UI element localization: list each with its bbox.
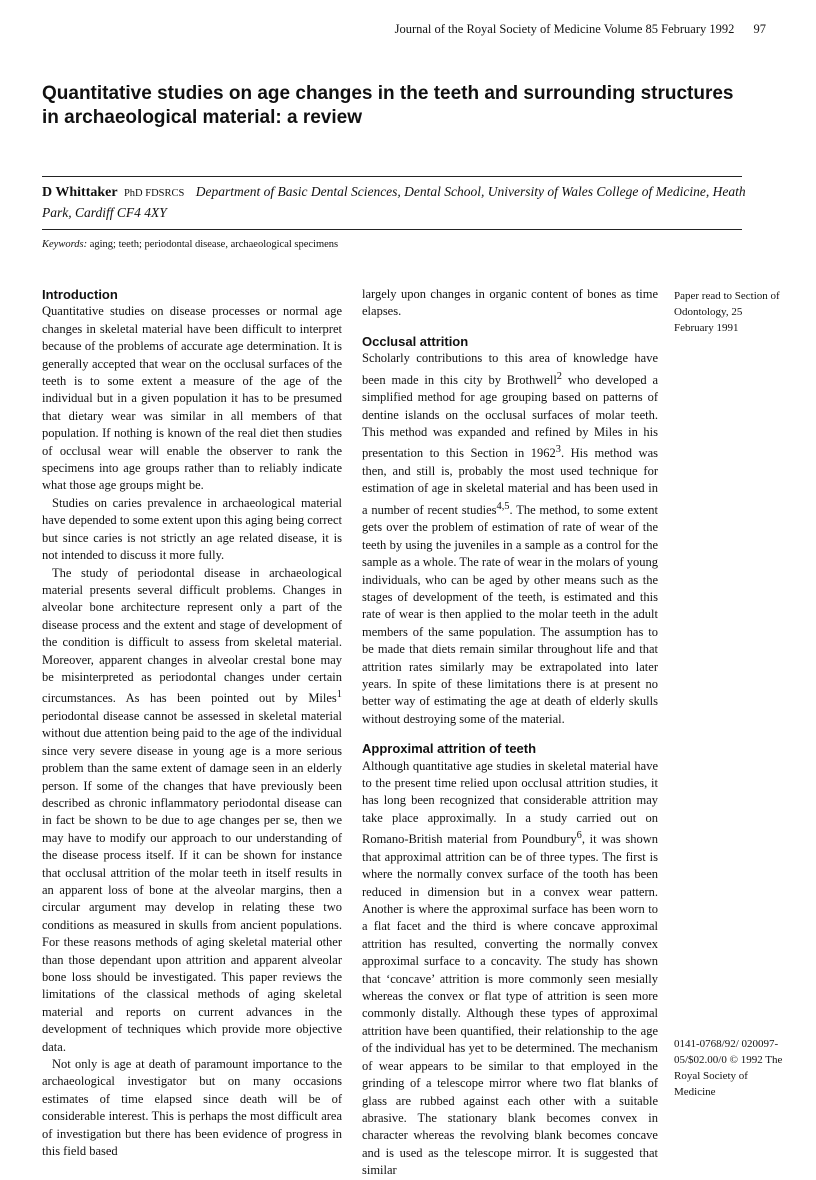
author-block <box>42 182 762 222</box>
journal-date: February 1992 <box>661 22 735 36</box>
page-number: 97 <box>753 22 766 36</box>
reference-marker: 1 <box>336 689 342 701</box>
journal-name: Journal of the Royal Society of Medicine <box>394 22 601 36</box>
keywords <box>42 239 742 250</box>
reference-marker: 3 <box>555 444 561 456</box>
text-span: . The method, to some extent gets over the problem of estimation of rate of wear of the teeth by using the juveniles in a sample as a control for the sample as a whole. The rate of wear in the molars of young individuals, who can be aged by other means such as the stages of development of the teeth, is estimated and this rate of wear is then applied to the molar teeth in the adult members of the same population. The assumption has to be made that diets remain similar throughout life and that attrition rates similarly may be extrapolated into later years. In spite of these limitations there is at present no better way of estimating the age at death of elderly skulls without destroying some of the material. <box>362 502 658 726</box>
text-span: who developed a simplified method for age grouping based on patterns of dentine islands on the occlusal surfaces of molar teeth. This method was expanded and refined by Miles in his presentation to this Section in 1962 <box>362 372 658 461</box>
text-column-1 <box>42 286 342 1160</box>
section-heading-introduction: Introduction <box>42 287 118 302</box>
text-span: The study of periodontal disease in archaeological material presents several difficult problems. Changes in alveolar bone architecture represent only a part of the disease process and the extent and stage of development of the condition is difficult to assess from skeletal material. Moreover, apparent changes in alveolar crestal bone may be misinterpreted as periodontal changes under certain circumstances. As has been pointed out by Miles <box>42 565 342 706</box>
sidebar-copyright: 0141-0768/92/ 020097-05/$02.00/0 © 1992 The Royal Society of Medicine <box>674 1038 783 1098</box>
paragraph: Quantitative studies on disease processes or normal age changes in skeletal material have been difficult to interpret because of the problems of accurate age determination. It is generally accepted that wear on the occlusal surfaces of the teeth is to some extent a measure of the age of the individual but in a given population it has to be presumed that dietary wear was similar in all members of that population. If nothing is known of the real diet then studies of occlusal wear will enable the observer to rank the specimens into age groups rather than to reliably indicate what those age groups might be. <box>42 304 342 493</box>
journal-volume: Volume 85 <box>603 22 658 36</box>
divider-rule <box>42 229 742 230</box>
text-span: periodontal disease cannot be assessed in skeletal material without due attention being paid to the age of the individual since very severe disease in young age is a more serious problem than the same extent of damage seen in an elderly person. If some of the changes that have previously been described as chronic inflammatory periodontal disease can in fact be shown to be due to age changes per se, then we may have to modify our approach to our understanding of the disease process itself. If it can be shown for instance that occlusal attrition of the molar teeth in itself results in an apparent loss of bone at the alveolar margins, then a circular argument may develop in relating these two conditions as measured in skulls from ancient populations. For these reasons methods of aging skeletal material other than those dependant upon attrition and apparent alveolar bone loss should be investigated. This paper reviews the limitations of the classical methods of aging skeletal material and reports on current advances in the development of techniques which provide more objective data. <box>42 708 342 1054</box>
article-title: Quantitative studies on age changes in the teeth and surrounding structures in archaeological material: a review <box>42 83 734 128</box>
paragraph <box>362 758 658 1180</box>
paragraph: largely upon changes in organic content of bones as time elapses. <box>362 287 658 319</box>
paragraph: Studies on caries prevalence in archaeological material have depended to some extent upon this aging being correct but since caries is not strictly an age related disease, it is not intended to discuss it more fully. <box>42 495 342 563</box>
divider-rule <box>42 176 742 177</box>
author-qualifications: PhD FDSRCS <box>123 188 185 199</box>
section-heading-occlusal-attrition: Occlusal attrition <box>362 333 469 349</box>
reference-marker: 6 <box>576 830 582 842</box>
author-affiliation: Department of Basic Dental Sciences, Dental School, University of Wales College of Medicine, Heath Park, Cardiff CF4 4XY <box>42 184 746 220</box>
paragraph <box>362 350 658 728</box>
text-span: . His method was then, and still is, probably the most used technique for estimation of age in skeletal material and has been used in a number of recent studies <box>362 446 658 517</box>
running-header <box>395 22 766 37</box>
text-column-2 <box>362 286 658 1180</box>
reference-marker: 2 <box>556 370 562 382</box>
keywords-label: Keywords: <box>42 239 88 250</box>
sidebar-note: Paper read to Section of Odontology, 25 February 1991 <box>674 290 780 334</box>
text-span: , it was shown that approximal attrition can be of three types. The first is where the normally convex surface of the tooth has been reduced in dimension but in a convex wear pattern. Another is where the approximal surface has been worn to a flat facet and the third is where concave approximal attrition has resulted, converting the normally convex approximal surface to a concavity. The study has shown that ‘concave’ attrition is more commonly seen mesially whereas the convex or flat type of attrition is seen more commonly distally. Although these types of approximal attrition have been quantified, their relationship to the age of the individual has yet to be determined. The mechanism of wear appears to be similar to that employed in the grinding of a telescope mirror where two flat blanks of glass are rubbed against each other with a suitable abrasive. The stationary blank becomes convex in character whereas the revolving blank becomes concave and is used as the telescope mirror. It is suggested that similar <box>362 832 658 1178</box>
text-span: Scholarly contributions to this area of knowledge have been made in this city by Brothwell <box>362 351 658 387</box>
author-name: D Whittaker <box>42 185 118 200</box>
section-heading-approximal-attrition: Approximal attrition of teeth <box>362 741 537 757</box>
text-span: Although quantitative age studies in skeletal material have to the present time relied upon occlusal attrition studies, it has long been recognized that considerable attrition may take place approximally. In a study carried out on Romano-British material from Poundbury <box>362 758 658 847</box>
reference-marker: 4,5 <box>496 500 510 512</box>
paragraph <box>42 565 342 1057</box>
paragraph: Not only is age at death of paramount importance to the archaeological investigator but on many occasions estimates of time elapsed since death will be of considerable interest. This is perhaps the most difficult area of investigation but there has been evidence of progress in this field based <box>42 1057 342 1159</box>
keywords-text: aging; teeth; periodontal disease, archaeological specimens <box>89 239 339 250</box>
